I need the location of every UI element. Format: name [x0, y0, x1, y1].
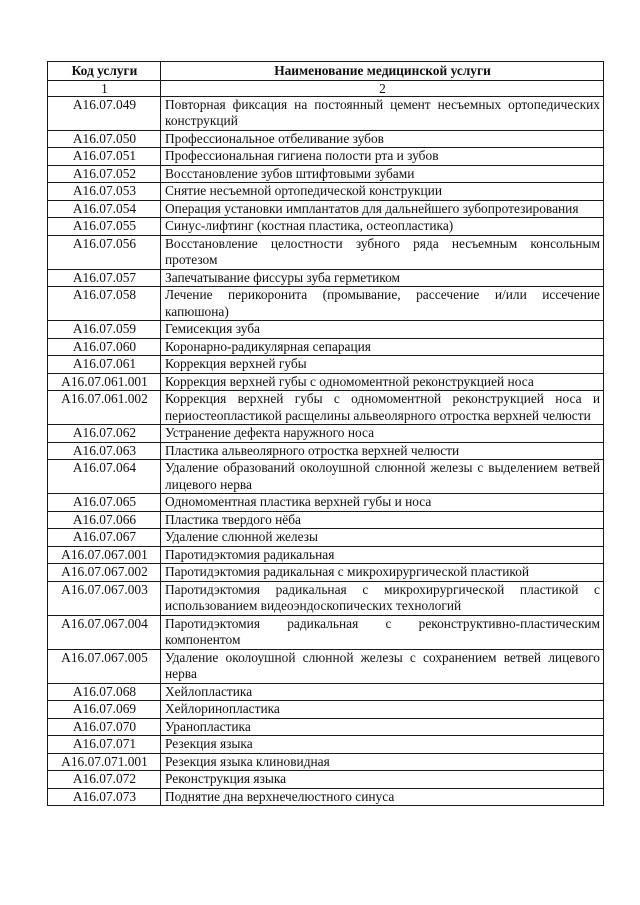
- service-name: Паротидэктомия радикальная с реконструктивно-пластическим компонентом: [161, 615, 604, 649]
- service-code: A16.07.067: [48, 529, 161, 547]
- service-name: Восстановление зубов штифтовыми зубами: [161, 165, 604, 183]
- service-name: Повторная фиксация на постоянный цемент несъемных ортопедических конструкций: [161, 96, 604, 130]
- medical-services-table: [47, 61, 604, 806]
- service-name: Пластика твердого нёба: [161, 511, 604, 529]
- service-name: Паротидэктомия радикальная: [161, 546, 604, 564]
- table-row: [48, 615, 604, 649]
- service-code: A16.07.061.001: [48, 373, 161, 391]
- service-code: A16.07.067.004: [48, 615, 161, 649]
- header-name: Наименование медицинской услуги: [161, 62, 604, 81]
- header-code: Код услуги: [48, 62, 161, 81]
- service-name: Удаление образований околоушной слюнной железы с выделением ветвей лицевого нерва: [161, 460, 604, 494]
- table-row: [48, 546, 604, 564]
- table-row: [48, 529, 604, 547]
- service-code: A16.07.051: [48, 148, 161, 166]
- table-row: [48, 718, 604, 736]
- service-code: A16.07.067.003: [48, 581, 161, 615]
- table-row: [48, 218, 604, 236]
- service-code: A16.07.071: [48, 736, 161, 754]
- service-name: Коронарно-радикулярная сепарация: [161, 338, 604, 356]
- table-header: [48, 62, 604, 97]
- service-name: Паротидэктомия радикальная с микрохирургической пластикой: [161, 564, 604, 582]
- table-row: [48, 200, 604, 218]
- table-row: [48, 96, 604, 130]
- service-name: Операция установки имплантатов для дальнейшего зубопротезирования: [161, 200, 604, 218]
- service-code: A16.07.055: [48, 218, 161, 236]
- service-code: A16.07.069: [48, 701, 161, 719]
- service-code: A16.07.062: [48, 425, 161, 443]
- service-name: Удаление слюнной железы: [161, 529, 604, 547]
- service-code: A16.07.070: [48, 718, 161, 736]
- table-row: [48, 235, 604, 269]
- service-code: A16.07.071.001: [48, 753, 161, 771]
- service-code: A16.07.065: [48, 494, 161, 512]
- service-code: A16.07.064: [48, 460, 161, 494]
- table-row: [48, 287, 604, 321]
- table-row: [48, 494, 604, 512]
- service-name: Коррекция верхней губы: [161, 356, 604, 374]
- service-name: Коррекция верхней губы с одномоментной реконструкцией носа: [161, 373, 604, 391]
- document-page: [47, 61, 603, 806]
- service-name: Резекция языка: [161, 736, 604, 754]
- column-number-1: 1: [48, 80, 161, 96]
- service-code: A16.07.057: [48, 269, 161, 287]
- service-name: Лечение перикоронита (промывание, рассечение и/или иссечение капюшона): [161, 287, 604, 321]
- service-name: Удаление околоушной слюнной железы с сохранением ветвей лицевого нерва: [161, 649, 604, 683]
- service-code: A16.07.068: [48, 683, 161, 701]
- table-row: [48, 373, 604, 391]
- service-name: Одномоментная пластика верхней губы и носа: [161, 494, 604, 512]
- service-name: Коррекция верхней губы с одномоментной реконструкцией носа и периостеопластикой расщелины альвеолярного отростка верхней челюсти: [161, 391, 604, 425]
- table-row: [48, 338, 604, 356]
- table-row: [48, 511, 604, 529]
- service-code: A16.07.049: [48, 96, 161, 130]
- service-name: Снятие несъемной ортопедической конструкции: [161, 183, 604, 201]
- service-name: Хейлоринопластика: [161, 701, 604, 719]
- table-row: [48, 564, 604, 582]
- service-code: A16.07.063: [48, 442, 161, 460]
- table-row: [48, 649, 604, 683]
- table-row: [48, 165, 604, 183]
- table-row: [48, 736, 604, 754]
- table-row: [48, 130, 604, 148]
- table-row: [48, 460, 604, 494]
- table-row: [48, 321, 604, 339]
- service-name: Поднятие дна верхнечелюстного синуса: [161, 788, 604, 806]
- service-name: Уранопластика: [161, 718, 604, 736]
- table-row: [48, 391, 604, 425]
- service-name: Профессиональное отбеливание зубов: [161, 130, 604, 148]
- service-code: A16.07.061: [48, 356, 161, 374]
- service-code: A16.07.067.002: [48, 564, 161, 582]
- service-name: Пластика альвеолярного отростка верхней челюсти: [161, 442, 604, 460]
- service-code: A16.07.052: [48, 165, 161, 183]
- service-name: Устранение дефекта наружного носа: [161, 425, 604, 443]
- service-name: Паротидэктомия радикальная с микрохирургической пластикой с использованием видеоэндоскопических технологий: [161, 581, 604, 615]
- table-row: [48, 425, 604, 443]
- table-row: [48, 581, 604, 615]
- service-code: A16.07.067.005: [48, 649, 161, 683]
- table-row: [48, 269, 604, 287]
- service-code: A16.07.067.001: [48, 546, 161, 564]
- service-code: A16.07.073: [48, 788, 161, 806]
- table-row: [48, 771, 604, 789]
- service-code: A16.07.053: [48, 183, 161, 201]
- service-code: A16.07.066: [48, 511, 161, 529]
- service-name: Хейлопластика: [161, 683, 604, 701]
- table-row: [48, 442, 604, 460]
- table-row: [48, 788, 604, 806]
- service-code: A16.07.059: [48, 321, 161, 339]
- service-name: Восстановление целостности зубного ряда несъемным консольным протезом: [161, 235, 604, 269]
- table-row: [48, 356, 604, 374]
- table-row: [48, 753, 604, 771]
- table-body: [48, 96, 604, 806]
- service-code: A16.07.056: [48, 235, 161, 269]
- service-code: A16.07.060: [48, 338, 161, 356]
- service-name: Запечатывание фиссуры зуба герметиком: [161, 269, 604, 287]
- table-row: [48, 183, 604, 201]
- service-code: A16.07.058: [48, 287, 161, 321]
- service-code: A16.07.072: [48, 771, 161, 789]
- column-number-2: 2: [161, 80, 604, 96]
- service-name: Резекция языка клиновидная: [161, 753, 604, 771]
- header-row: [48, 62, 604, 81]
- service-code: A16.07.054: [48, 200, 161, 218]
- table-row: [48, 683, 604, 701]
- service-name: Синус-лифтинг (костная пластика, остеопластика): [161, 218, 604, 236]
- service-name: Реконструкция языка: [161, 771, 604, 789]
- service-code: A16.07.061.002: [48, 391, 161, 425]
- service-code: A16.07.050: [48, 130, 161, 148]
- service-name: Профессиональная гигиена полости рта и зубов: [161, 148, 604, 166]
- service-name: Гемисекция зуба: [161, 321, 604, 339]
- column-number-row: [48, 80, 604, 96]
- table-row: [48, 701, 604, 719]
- table-row: [48, 148, 604, 166]
